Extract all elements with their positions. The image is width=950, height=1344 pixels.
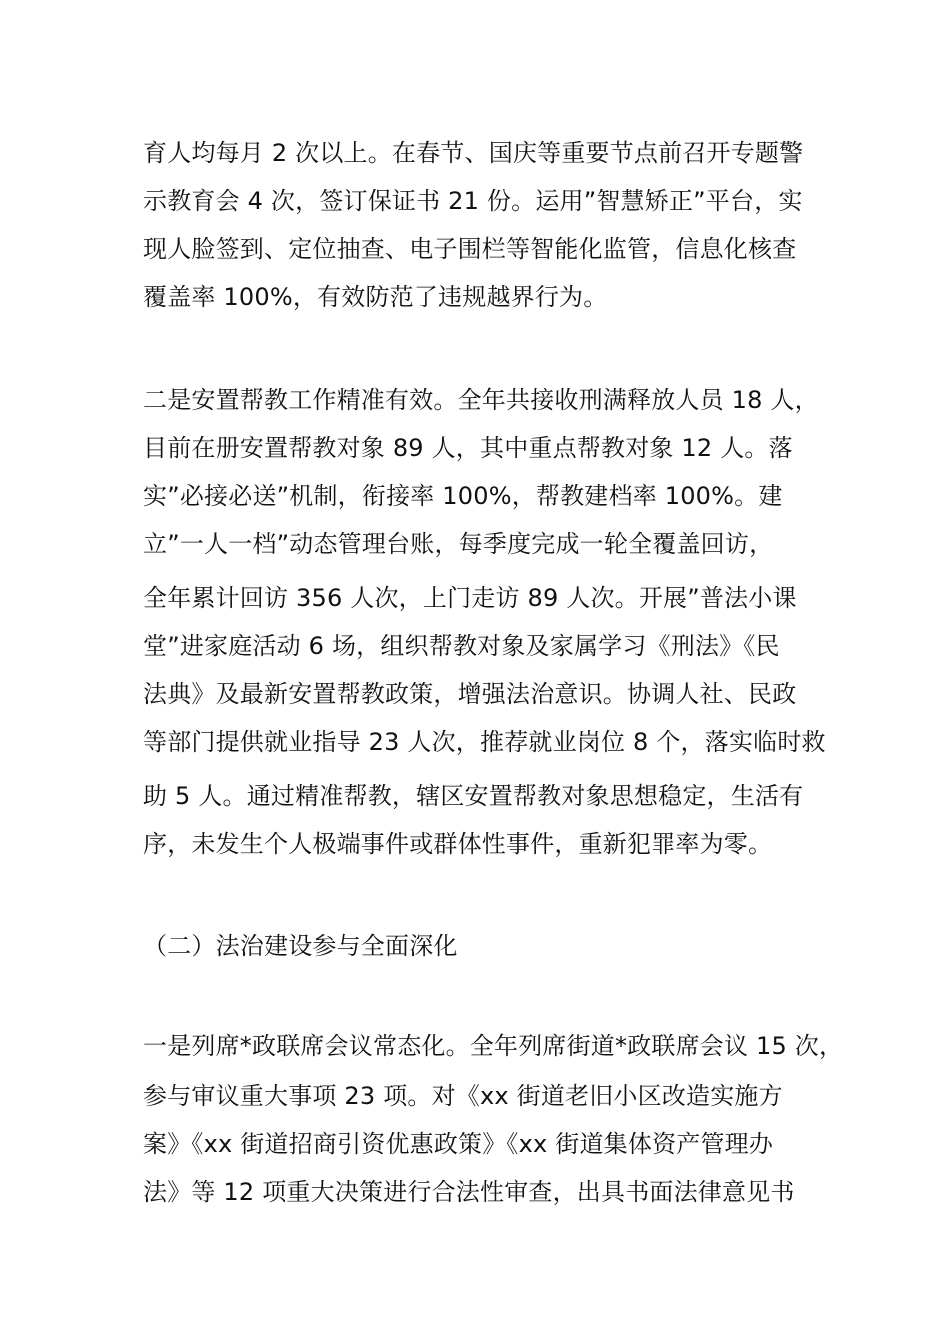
paragraph-1-line-1: 育人均每月 2 次以上。在春节、国庆等重要节点前召开专题警	[143, 139, 804, 167]
paragraph-3-line-1: 一是列席*政联席会议常态化。全年列席街道*政联席会议 15 次，	[143, 1032, 844, 1060]
paragraph-2-line-8: 等部门提供就业指导 23 人次，推荐就业岗位 8 个，落实临时救	[143, 728, 826, 756]
paragraph-2-line-2: 目前在册安置帮教对象 89 人，其中重点帮教对象 12 人。落	[143, 434, 793, 462]
paragraph-2-line-6: 堂”进家庭活动 6 场，组织帮教对象及家属学习《刑法》《民	[143, 632, 780, 660]
paragraph-1-line-3: 现人脸签到、定位抽查、电子围栏等智能化监管，信息化核查	[143, 235, 797, 263]
paragraph-1-line-4: 覆盖率 100%，有效防范了违规越界行为。	[143, 283, 608, 311]
paragraph-2-line-1: 二是安置帮教工作精准有效。全年共接收刑满释放人员 18 人，	[143, 386, 819, 414]
section-heading: （二）法治建设参与全面深化	[143, 932, 458, 960]
paragraph-1-line-2: 示教育会 4 次，签订保证书 21 份。运用”智慧矫正”平台，实	[143, 187, 803, 215]
paragraph-2-line-5: 全年累计回访 356 人次，上门走访 89 人次。开展”普法小课	[143, 584, 797, 612]
paragraph-2-line-7: 法典》及最新安置帮教政策，增强法治意识。协调人社、民政	[143, 680, 797, 708]
paragraph-2-line-9: 助 5 人。通过精准帮教，辖区安置帮教对象思想稳定，生活有	[143, 782, 804, 810]
paragraph-3-line-3: 案》《xx 街道招商引资优惠政策》《xx 街道集体资产管理办	[143, 1130, 774, 1158]
paragraph-3-line-2: 参与审议重大事项 23 项。对《xx 街道老旧小区改造实施方	[143, 1082, 783, 1110]
paragraph-2-line-10: 序，未发生个人极端事件或群体性事件，重新犯罪率为零。	[143, 830, 773, 858]
paragraph-3-line-4: 法》等 12 项重大决策进行合法性审查，出具书面法律意见书	[143, 1178, 795, 1206]
paragraph-2-line-3: 实”必接必送”机制，衔接率 100%，帮教建档率 100%。建	[143, 482, 783, 510]
paragraph-2-line-4: 立”一人一档”动态管理台账，每季度完成一轮全覆盖回访，	[143, 530, 774, 558]
